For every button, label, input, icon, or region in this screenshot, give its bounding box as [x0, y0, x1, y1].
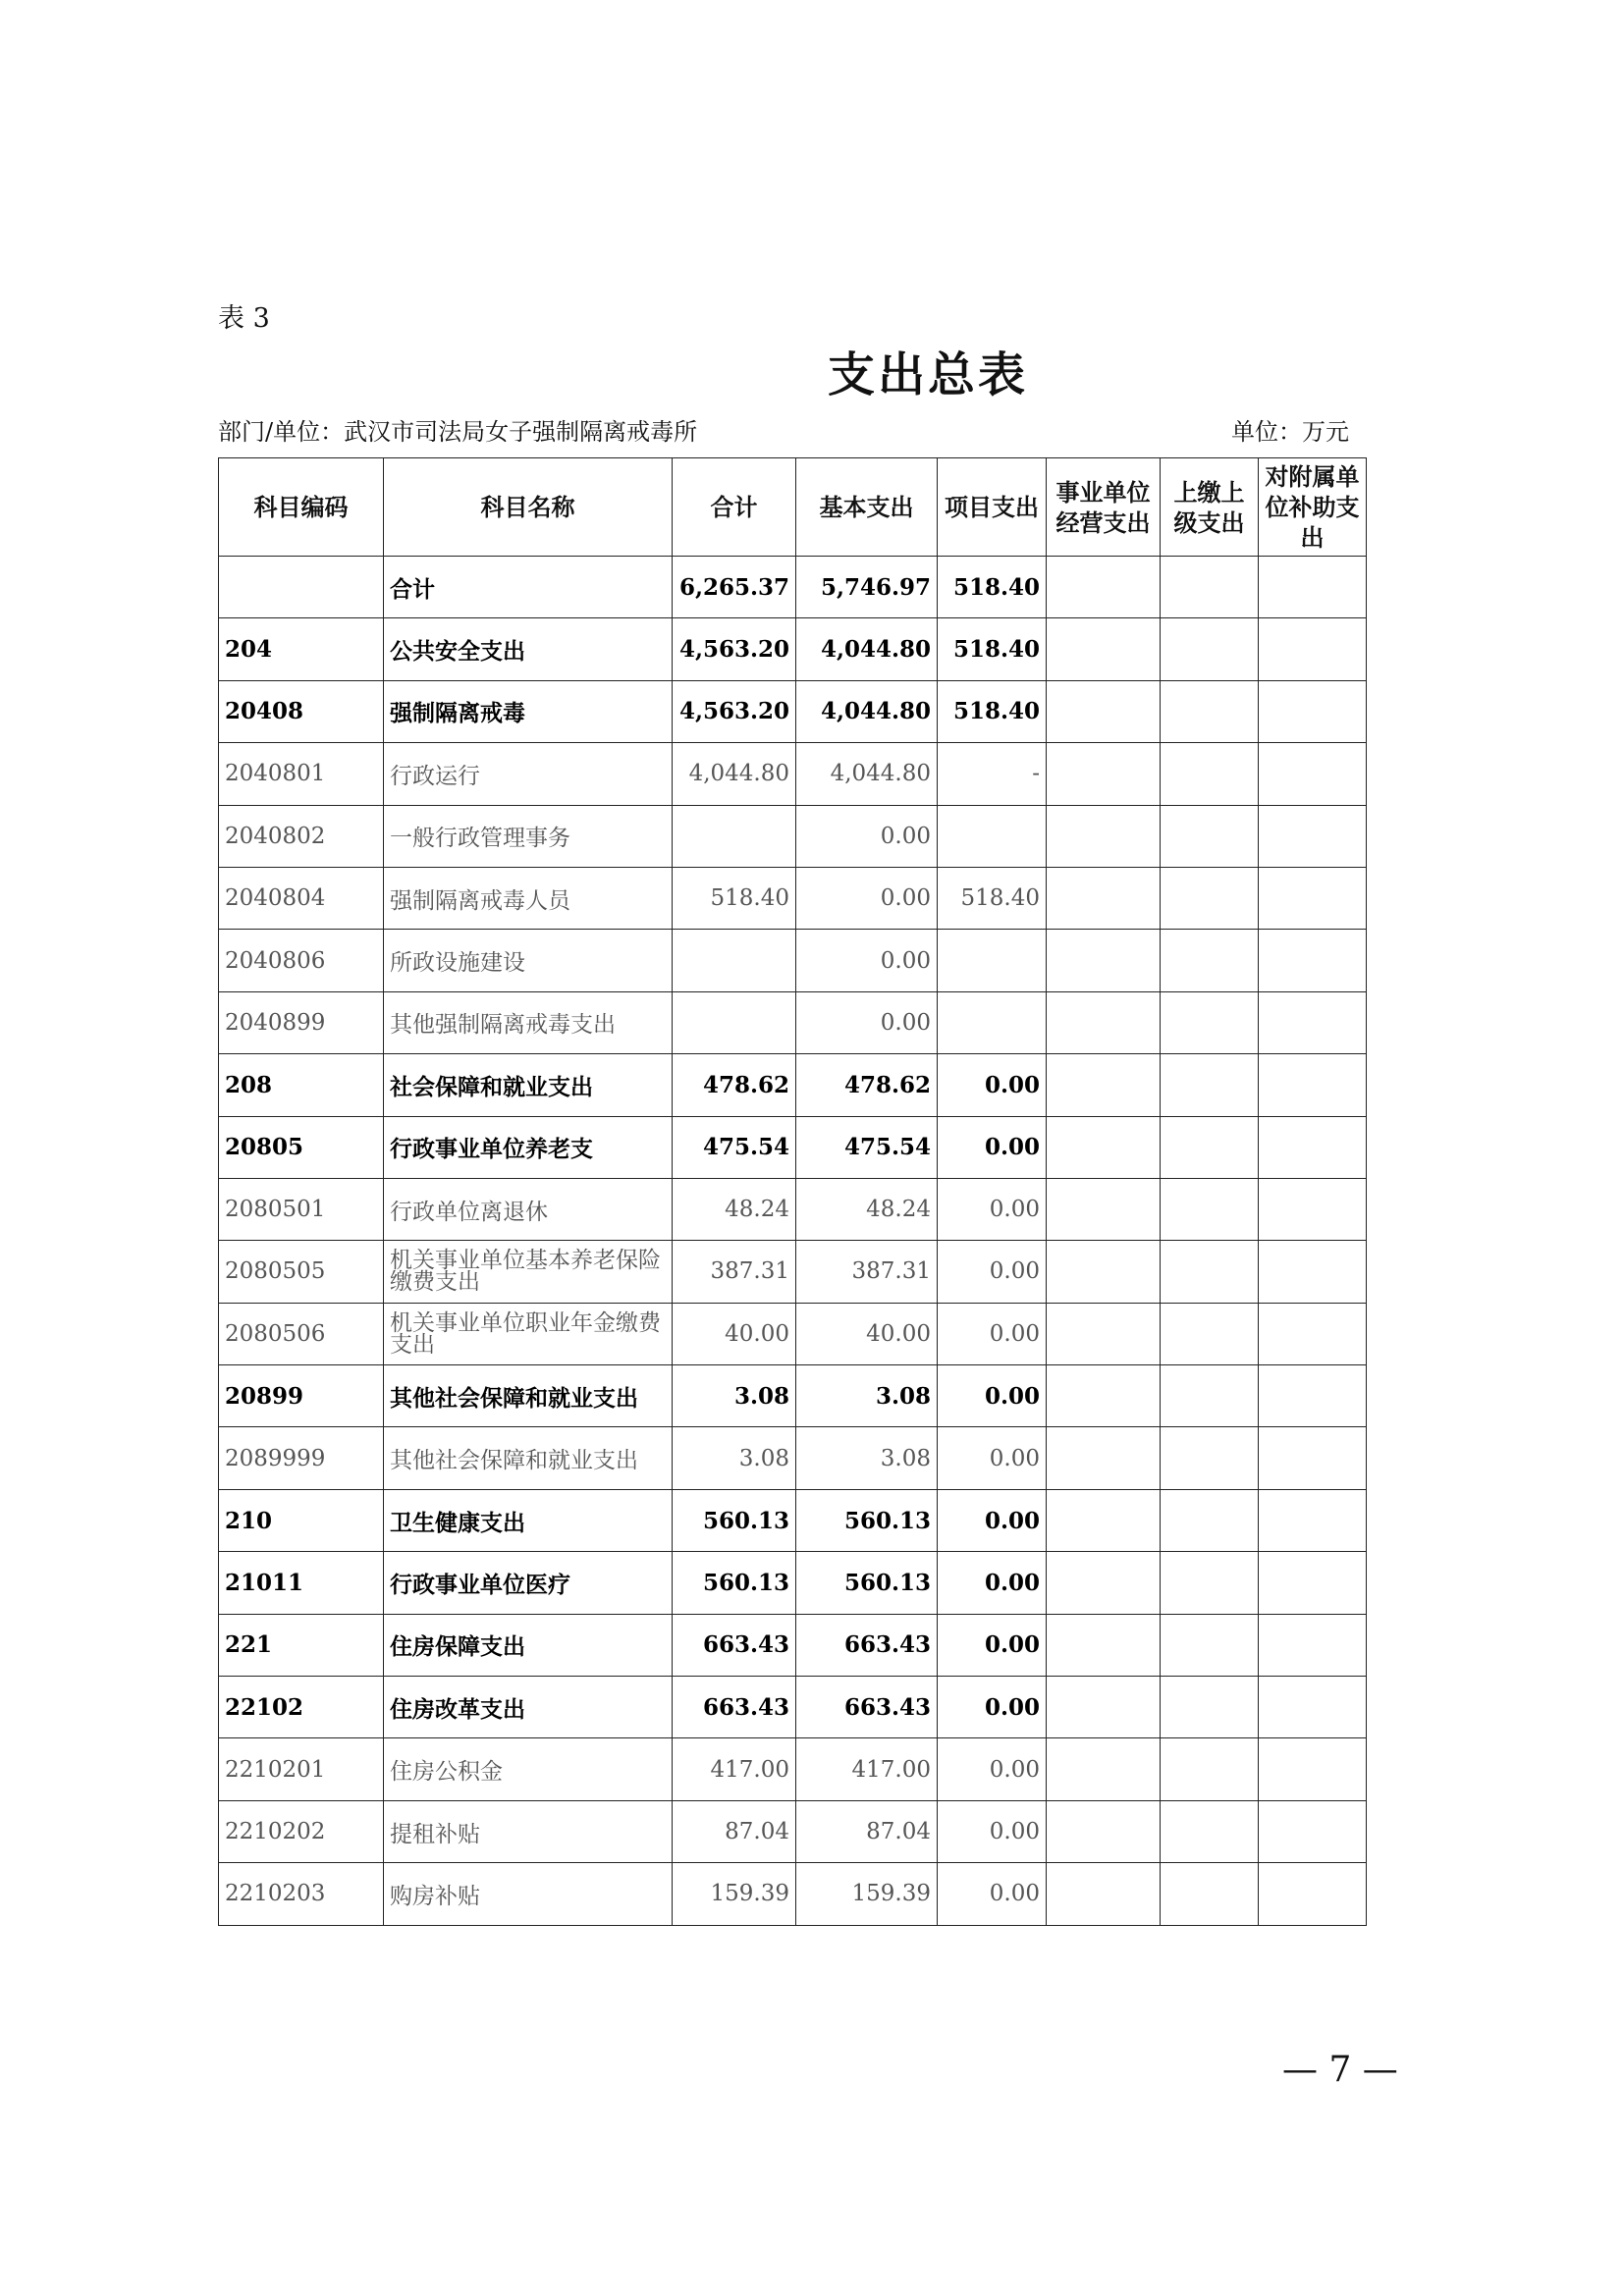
cell-business	[1047, 1178, 1161, 1240]
cell-subsidiary	[1259, 1863, 1367, 1925]
table-row	[219, 991, 1367, 1053]
header-upper: 上缴上级支出	[1161, 458, 1259, 557]
cell-business	[1047, 1863, 1161, 1925]
cell-code: 210	[219, 1489, 384, 1551]
cell-business	[1047, 1614, 1161, 1676]
table-row	[219, 1738, 1367, 1800]
cell-project: 0.00	[938, 1677, 1047, 1738]
cell-total	[673, 805, 796, 867]
cell-code: 2080505	[219, 1241, 384, 1303]
cell-upper	[1161, 1365, 1259, 1427]
cell-basic: 3.08	[796, 1365, 938, 1427]
cell-project: 0.00	[938, 1427, 1047, 1489]
cell-upper	[1161, 557, 1259, 618]
cell-upper	[1161, 1241, 1259, 1303]
cell-upper	[1161, 991, 1259, 1053]
cell-total: 3.08	[673, 1365, 796, 1427]
cell-business	[1047, 1303, 1161, 1364]
table-row	[219, 618, 1367, 680]
header-business: 事业单位经营支出	[1047, 458, 1161, 557]
cell-total: 518.40	[673, 867, 796, 929]
cell-subsidiary	[1259, 618, 1367, 680]
cell-basic: 87.04	[796, 1800, 938, 1862]
cell-subsidiary	[1259, 1552, 1367, 1614]
cell-project: -	[938, 743, 1047, 805]
table-row	[219, 1303, 1367, 1364]
cell-name: 其他社会保障和就业支出	[384, 1427, 673, 1489]
cell-project: 0.00	[938, 1365, 1047, 1427]
table-number-label: 表 3	[218, 303, 270, 334]
cell-upper	[1161, 1489, 1259, 1551]
cell-name: 公共安全支出	[384, 618, 673, 680]
cell-business	[1047, 805, 1161, 867]
cell-total: 4,044.80	[673, 743, 796, 805]
cell-subsidiary	[1259, 805, 1367, 867]
cell-subsidiary	[1259, 1489, 1367, 1551]
header-total: 合计	[673, 458, 796, 557]
cell-subsidiary	[1259, 743, 1367, 805]
cell-business	[1047, 1241, 1161, 1303]
cell-project: 518.40	[938, 618, 1047, 680]
table-header-row	[219, 458, 1367, 557]
cell-basic: 663.43	[796, 1677, 938, 1738]
cell-business	[1047, 1738, 1161, 1800]
table-row	[219, 930, 1367, 991]
cell-business	[1047, 991, 1161, 1053]
cell-name: 卫生健康支出	[384, 1489, 673, 1551]
header-subsidiary: 对附属单位补助支出	[1259, 458, 1367, 557]
cell-subsidiary	[1259, 1614, 1367, 1676]
cell-business	[1047, 1427, 1161, 1489]
table-row	[219, 1178, 1367, 1240]
cell-code: 2080501	[219, 1178, 384, 1240]
cell-project: 0.00	[938, 1241, 1047, 1303]
table-row	[219, 557, 1367, 618]
cell-total: 560.13	[673, 1489, 796, 1551]
cell-code: 208	[219, 1054, 384, 1116]
cell-upper	[1161, 1800, 1259, 1862]
cell-subsidiary	[1259, 1677, 1367, 1738]
cell-upper	[1161, 1677, 1259, 1738]
expense-summary-table	[218, 457, 1367, 1926]
cell-name: 其他社会保障和就业支出	[384, 1365, 673, 1427]
cell-subsidiary	[1259, 1800, 1367, 1862]
department-label: 部门/单位：武汉市司法局女子强制隔离戒毒所	[218, 418, 698, 446]
cell-project: 0.00	[938, 1552, 1047, 1614]
cell-code: 2210202	[219, 1800, 384, 1862]
cell-total	[673, 991, 796, 1053]
cell-upper	[1161, 1552, 1259, 1614]
cell-subsidiary	[1259, 680, 1367, 742]
table-row	[219, 1365, 1367, 1427]
cell-code: 204	[219, 618, 384, 680]
table-row	[219, 1054, 1367, 1116]
cell-name: 合计	[384, 557, 673, 618]
cell-business	[1047, 1365, 1161, 1427]
cell-code: 20805	[219, 1116, 384, 1178]
table-row	[219, 1427, 1367, 1489]
cell-business	[1047, 1552, 1161, 1614]
cell-business	[1047, 618, 1161, 680]
cell-project	[938, 991, 1047, 1053]
cell-project: 0.00	[938, 1116, 1047, 1178]
cell-basic: 48.24	[796, 1178, 938, 1240]
cell-upper	[1161, 1614, 1259, 1676]
cell-total: 417.00	[673, 1738, 796, 1800]
cell-basic: 478.62	[796, 1054, 938, 1116]
cell-name: 提租补贴	[384, 1800, 673, 1862]
cell-total: 475.54	[673, 1116, 796, 1178]
cell-code: 20408	[219, 680, 384, 742]
cell-total: 48.24	[673, 1178, 796, 1240]
table-row	[219, 867, 1367, 929]
cell-upper	[1161, 680, 1259, 742]
cell-project: 0.00	[938, 1614, 1047, 1676]
cell-subsidiary	[1259, 1738, 1367, 1800]
cell-total	[673, 930, 796, 991]
cell-subsidiary	[1259, 1054, 1367, 1116]
cell-project	[938, 930, 1047, 991]
cell-basic: 0.00	[796, 867, 938, 929]
cell-basic: 4,044.80	[796, 743, 938, 805]
cell-business	[1047, 743, 1161, 805]
cell-name: 行政事业单位养老支	[384, 1116, 673, 1178]
header-name: 科目名称	[384, 458, 673, 557]
cell-basic: 560.13	[796, 1552, 938, 1614]
cell-project: 0.00	[938, 1800, 1047, 1862]
cell-name: 一般行政管理事务	[384, 805, 673, 867]
cell-code: 2040801	[219, 743, 384, 805]
cell-subsidiary	[1259, 1116, 1367, 1178]
cell-project: 0.00	[938, 1863, 1047, 1925]
cell-basic: 4,044.80	[796, 680, 938, 742]
cell-subsidiary	[1259, 1427, 1367, 1489]
cell-code: 21011	[219, 1552, 384, 1614]
cell-business	[1047, 867, 1161, 929]
cell-name: 住房保障支出	[384, 1614, 673, 1676]
cell-name: 强制隔离戒毒	[384, 680, 673, 742]
cell-subsidiary	[1259, 1303, 1367, 1364]
cell-total: 159.39	[673, 1863, 796, 1925]
cell-project: 518.40	[938, 557, 1047, 618]
cell-project: 0.00	[938, 1738, 1047, 1800]
cell-basic: 5,746.97	[796, 557, 938, 618]
cell-subsidiary	[1259, 991, 1367, 1053]
cell-total: 4,563.20	[673, 680, 796, 742]
cell-code: 2210203	[219, 1863, 384, 1925]
cell-basic: 40.00	[796, 1303, 938, 1364]
cell-name: 行政事业单位医疗	[384, 1552, 673, 1614]
cell-business	[1047, 930, 1161, 991]
table-row	[219, 1677, 1367, 1738]
page-number: — 7 —	[1282, 2050, 1398, 2090]
cell-name: 购房补贴	[384, 1863, 673, 1925]
cell-project	[938, 805, 1047, 867]
cell-project: 0.00	[938, 1054, 1047, 1116]
cell-business	[1047, 680, 1161, 742]
cell-total: 560.13	[673, 1552, 796, 1614]
cell-code: 2040899	[219, 991, 384, 1053]
table-body	[219, 557, 1367, 1926]
cell-basic: 0.00	[796, 805, 938, 867]
cell-basic: 475.54	[796, 1116, 938, 1178]
table-row	[219, 743, 1367, 805]
cell-basic: 560.13	[796, 1489, 938, 1551]
page-title: 支出总表	[827, 347, 1028, 402]
cell-code: 2210201	[219, 1738, 384, 1800]
cell-upper	[1161, 1427, 1259, 1489]
cell-name: 社会保障和就业支出	[384, 1054, 673, 1116]
cell-subsidiary	[1259, 867, 1367, 929]
cell-name: 机关事业单位基本养老保险缴费支出	[384, 1241, 673, 1303]
cell-basic: 3.08	[796, 1427, 938, 1489]
cell-project: 0.00	[938, 1178, 1047, 1240]
cell-name: 其他强制隔离戒毒支出	[384, 991, 673, 1053]
cell-basic: 387.31	[796, 1241, 938, 1303]
cell-total: 478.62	[673, 1054, 796, 1116]
cell-total: 387.31	[673, 1241, 796, 1303]
unit-label: 单位：万元	[1231, 418, 1349, 446]
cell-upper	[1161, 1863, 1259, 1925]
cell-total: 6,265.37	[673, 557, 796, 618]
cell-business	[1047, 1489, 1161, 1551]
cell-upper	[1161, 1116, 1259, 1178]
table-row	[219, 1489, 1367, 1551]
cell-basic: 663.43	[796, 1614, 938, 1676]
cell-code: 221	[219, 1614, 384, 1676]
header-project: 项目支出	[938, 458, 1047, 557]
cell-upper	[1161, 1303, 1259, 1364]
cell-upper	[1161, 930, 1259, 991]
table-row	[219, 1863, 1367, 1925]
cell-project: 0.00	[938, 1489, 1047, 1551]
table-row	[219, 1241, 1367, 1303]
cell-basic: 0.00	[796, 991, 938, 1053]
header-basic: 基本支出	[796, 458, 938, 557]
table-row	[219, 1614, 1367, 1676]
cell-business	[1047, 1054, 1161, 1116]
cell-name: 行政单位离退休	[384, 1178, 673, 1240]
cell-name: 住房公积金	[384, 1738, 673, 1800]
cell-total: 3.08	[673, 1427, 796, 1489]
cell-code: 22102	[219, 1677, 384, 1738]
table-row	[219, 680, 1367, 742]
cell-name: 行政运行	[384, 743, 673, 805]
cell-basic: 0.00	[796, 930, 938, 991]
cell-subsidiary	[1259, 1241, 1367, 1303]
cell-basic: 417.00	[796, 1738, 938, 1800]
cell-project: 518.40	[938, 867, 1047, 929]
cell-name: 住房改革支出	[384, 1677, 673, 1738]
cell-code: 2040802	[219, 805, 384, 867]
cell-upper	[1161, 743, 1259, 805]
cell-code: 2080506	[219, 1303, 384, 1364]
cell-subsidiary	[1259, 557, 1367, 618]
cell-upper	[1161, 805, 1259, 867]
cell-upper	[1161, 867, 1259, 929]
cell-upper	[1161, 1178, 1259, 1240]
cell-code: 2040806	[219, 930, 384, 991]
cell-code: 20899	[219, 1365, 384, 1427]
cell-project: 0.00	[938, 1303, 1047, 1364]
cell-subsidiary	[1259, 1365, 1367, 1427]
table-row	[219, 1552, 1367, 1614]
cell-subsidiary	[1259, 930, 1367, 991]
table-row	[219, 1800, 1367, 1862]
cell-code: 2040804	[219, 867, 384, 929]
cell-basic: 4,044.80	[796, 618, 938, 680]
cell-name: 机关事业单位职业年金缴费支出	[384, 1303, 673, 1364]
cell-name: 强制隔离戒毒人员	[384, 867, 673, 929]
cell-project: 518.40	[938, 680, 1047, 742]
table-row	[219, 805, 1367, 867]
cell-upper	[1161, 1054, 1259, 1116]
cell-business	[1047, 1800, 1161, 1862]
table-row	[219, 1116, 1367, 1178]
cell-basic: 159.39	[796, 1863, 938, 1925]
cell-upper	[1161, 618, 1259, 680]
cell-subsidiary	[1259, 1178, 1367, 1240]
cell-total: 663.43	[673, 1614, 796, 1676]
cell-total: 40.00	[673, 1303, 796, 1364]
cell-code: 2089999	[219, 1427, 384, 1489]
cell-total: 87.04	[673, 1800, 796, 1862]
cell-total: 4,563.20	[673, 618, 796, 680]
cell-business	[1047, 557, 1161, 618]
cell-upper	[1161, 1738, 1259, 1800]
cell-business	[1047, 1116, 1161, 1178]
cell-total: 663.43	[673, 1677, 796, 1738]
header-code: 科目编码	[219, 458, 384, 557]
cell-code	[219, 557, 384, 618]
cell-name: 所政设施建设	[384, 930, 673, 991]
cell-business	[1047, 1677, 1161, 1738]
